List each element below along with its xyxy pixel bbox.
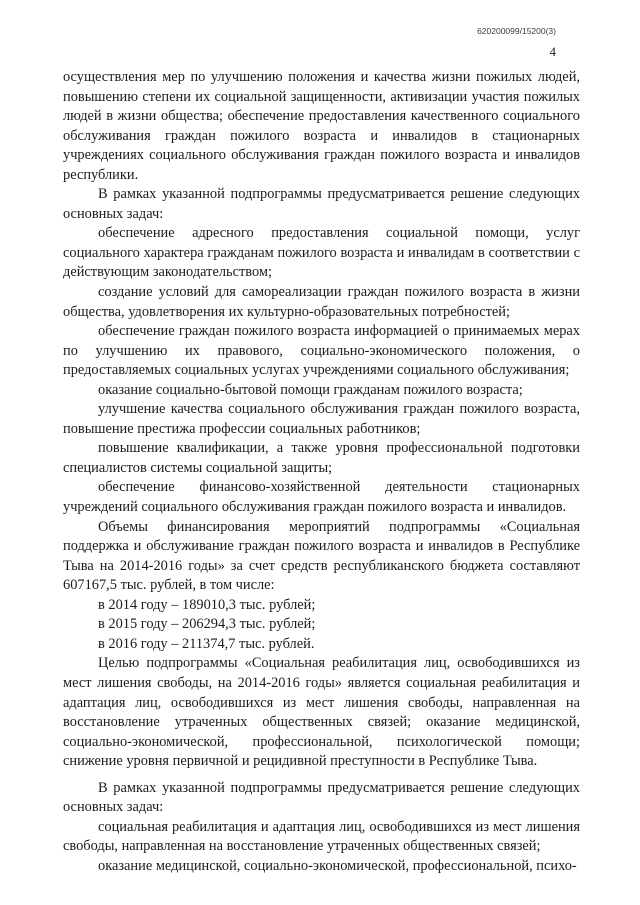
paragraph-financing-2014: в 2014 году – 189010,3 тыс. рублей;: [98, 596, 316, 613]
paragraph-task-3: обеспечение граждан пожилого возраста информацией о принимаемых мерах по улучшению их правового, социально-экономического положения, о предоставляемых социальных услугах учреждениями социального обслуживания;: [63, 323, 580, 379]
paragraph-task-4: оказание социально-бытовой помощи гражданам пожилого возраста;: [98, 381, 523, 398]
paragraph-task-2: создание условий для самореализации граждан пожилого возраста в жизни общества, удовлетворения их культурно-образовательных потребностей;: [63, 284, 580, 320]
document-body: [63, 68, 580, 876]
paragraph-task-6: повышение квалификации, а также уровня профессиональной подготовки специалистов системы социальной защиты;: [63, 440, 580, 476]
paragraph-task-1: обеспечение адресного предоставления социальной помощи, услуг социального характера гражданам пожилого возраста и инвалидам в соответствии с действующим законодательством;: [63, 225, 580, 281]
paragraph-rehabilitation-tasks-intro: В рамках указанной подпрограммы предусматривается решение следующих основных задач:: [63, 779, 580, 816]
paragraph-rehabilitation-task-1: социальная реабилитация и адаптация лиц, освободившихся из мест лишения свободы, направленная на восстановление утраченных общественных связей;: [63, 818, 580, 855]
paragraph-rehabilitation-goal: Целью подпрограммы «Социальная реабилитация лиц, освободившихся из мест лишения свободы, на 2014-2016 годы» является социальная реабилитация и адаптация лиц, освободившихся из мест лишения свободы, направленная на восстановление утраченных общественных связей; оказание медицинской, социально-экономической, профессиональной, психологической помощи; снижение уровня первичной и рецидивной преступности в Республике Тыва.: [63, 655, 580, 770]
paragraph-tasks-intro: В рамках указанной подпрограммы предусматривается решение следующих основных задач:: [63, 186, 580, 222]
paragraph-task-7: обеспечение финансово-хозяйственной деятельности стационарных учреждений социального обслуживания граждан пожилого возраста и инвалидов.: [63, 479, 580, 516]
paragraph-financing-2016: в 2016 году – 211374,7 тыс. рублей.: [98, 635, 315, 652]
paragraph-task-5: улучшение качества социального обслуживания граждан пожилого возраста, повышение престижа профессии социальных работников;: [63, 401, 580, 437]
document-id: 620200099/15200(3): [477, 26, 556, 36]
paragraph-rehabilitation-task-2: оказание медицинской, социально-экономической, профессиональной, психо-: [98, 857, 577, 874]
paragraph-intro-continuation: осуществления мер по улучшению положения и качества жизни пожилых людей, повышению степени их социальной защищенности, активизации участия пожилых людей в жизни общества; обеспечение предоставления качественного социального обслуживания граждан пожилого возраста и инвалидов в стационарных учреждениях социального обслуживания граждан пожилого возраста и инвалидов республики.: [63, 69, 580, 183]
paragraph-financing-2015: в 2015 году – 206294,3 тыс. рублей;: [98, 616, 316, 633]
paragraph-financing: Объемы финансирования мероприятий подпрограммы «Социальная поддержка и обслуживание граждан пожилого возраста и инвалидов в Республике Тыва на 2014-2016 годы» за счет средств республиканского бюджета составляют 607167,5 тыс. рублей, в том числе:: [63, 518, 580, 594]
page-number: 4: [549, 44, 556, 59]
